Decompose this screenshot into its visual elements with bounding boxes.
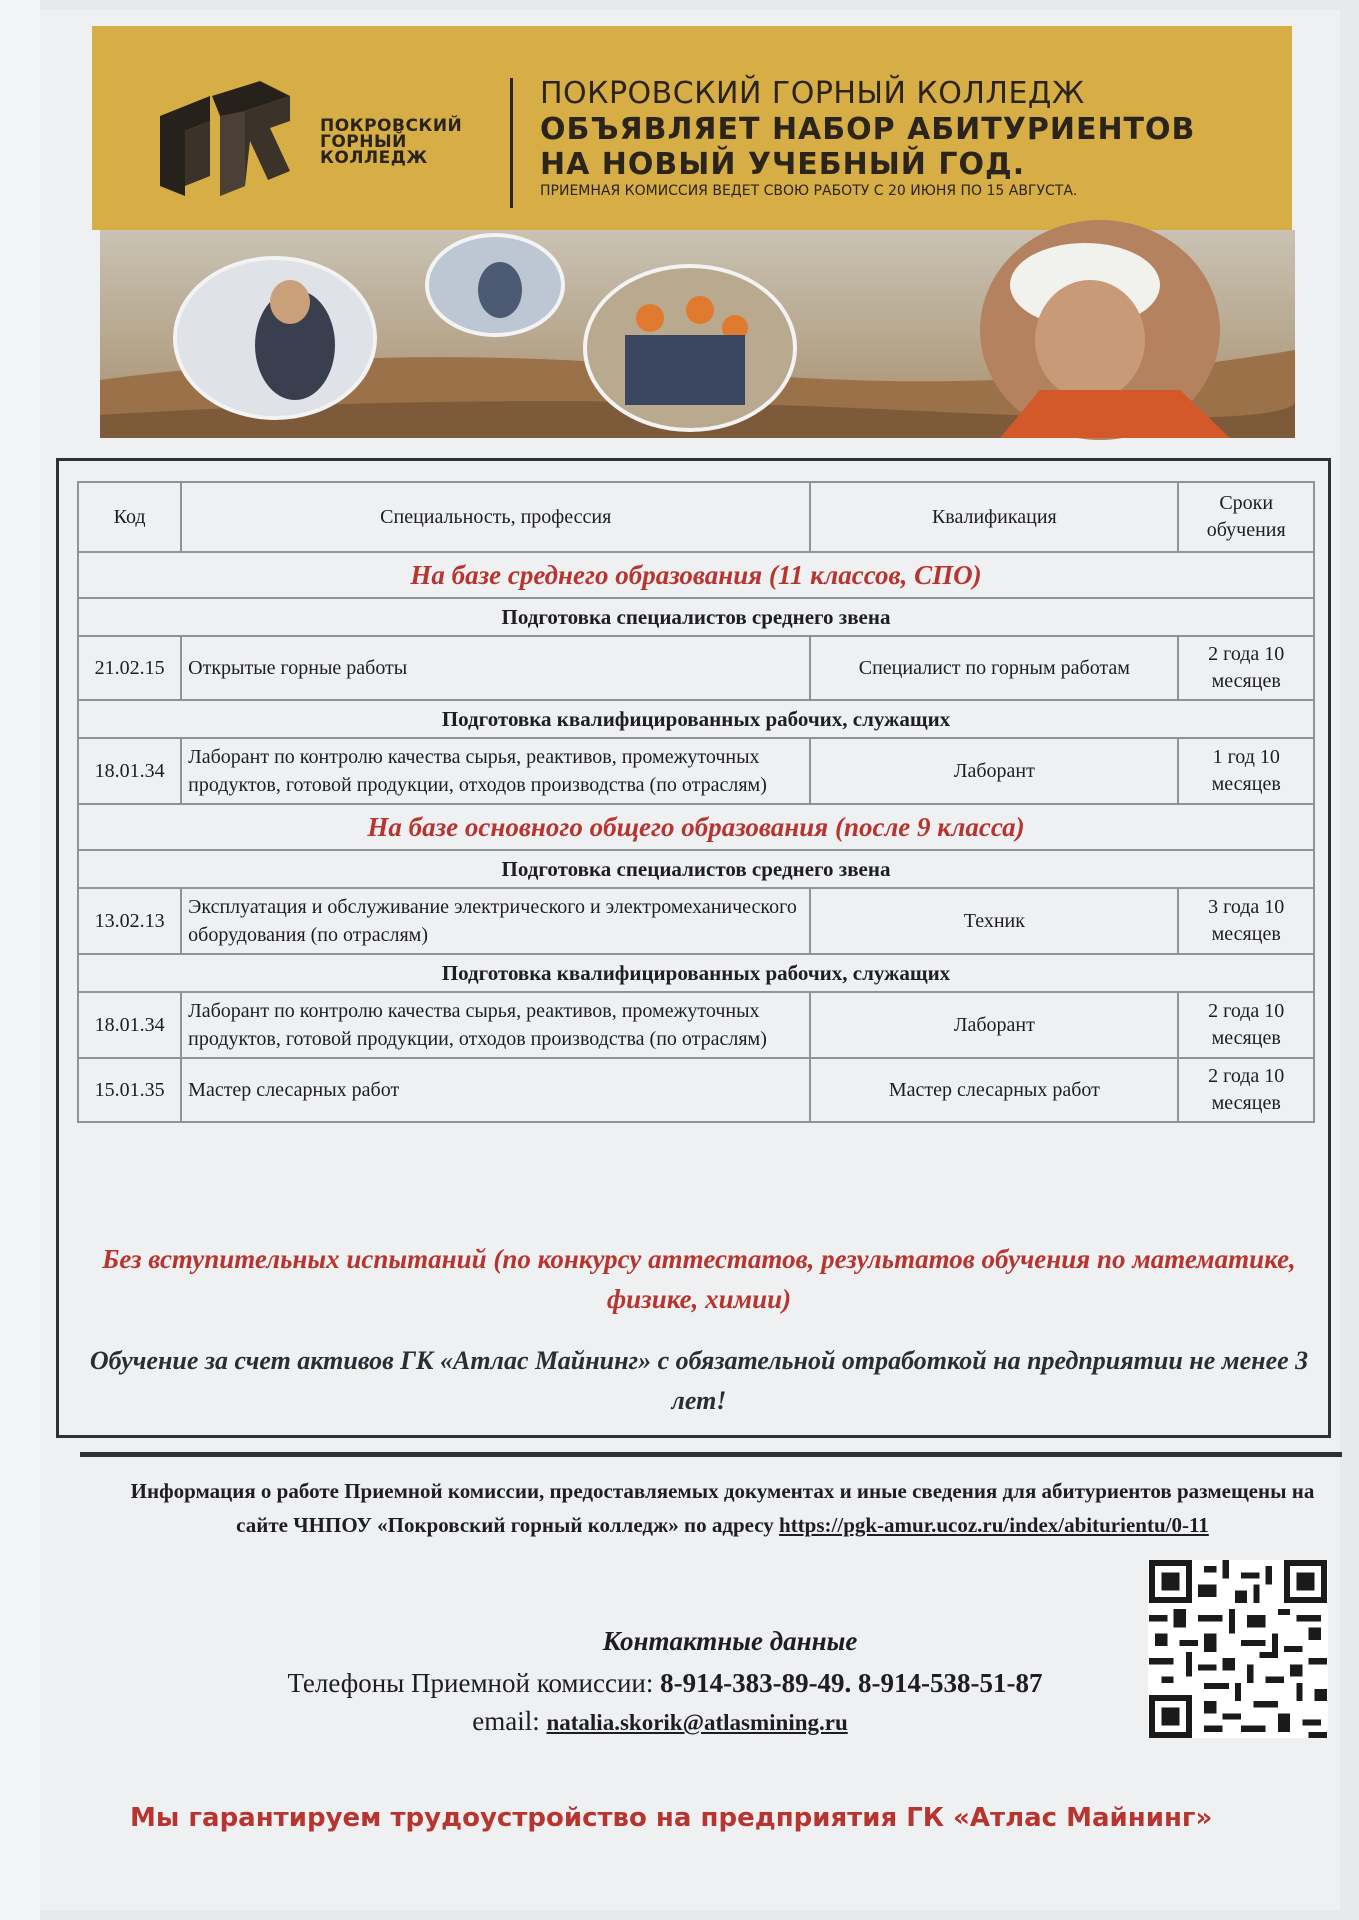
table-row [78,888,1314,954]
email-line [300,1706,1020,1737]
cut-off-footer-text [130,1797,1320,1833]
row-qualification: Специалист по горным работам [810,636,1178,700]
row-term: 2 года 10 месяцев [1178,1058,1314,1122]
table-row [78,992,1314,1058]
logo-line-1: ПОКРОВСКИЙ [320,116,463,136]
header-banner [92,26,1292,230]
admission-info [110,1474,1335,1542]
row-specialty: Открытые горные работы [181,636,810,700]
admission-website-link[interactable]: https://pgk-amur.ucoz.ru/index/abiturientu/0-11 [779,1513,1209,1537]
announcement [540,112,1280,182]
row-qualification: Лаборант [810,738,1178,804]
funding-note: Обучение за счет активов ГК «Атлас Майнинг» с обязательной отработкой на предприятии не менее 3 лет! [89,1346,1309,1415]
admission-dates: ПРИЕМНАЯ КОМИССИЯ ВЕДЕТ СВОЮ РАБОТУ С 20 ИЮНЯ ПО 15 АВГУСТА. [540,183,1078,199]
section-title-11-classes: На базе среднего образования (11 классов, СПО) [78,552,1314,598]
row-specialty: Эксплуатация и обслуживание электрического и электромеханического оборудования (по отраслям) [181,888,810,954]
group-title: Подготовка специалистов среднего звена [78,850,1314,888]
row-code: 13.02.13 [78,888,181,954]
info-text: Информация о работе Приемной комиссии, предоставляемых документах и иные сведения для абитуриентов размещены на сайте ЧНПОУ «Покровский горный колледж» по адресу [130,1479,1315,1537]
announcement-line-2: НА НОВЫЙ УЧЕБНЫЙ ГОД. [540,147,1026,182]
table-row [78,738,1314,804]
row-specialty: Лаборант по контролю качества сырья, реактивов, промежуточных продуктов, готовой продукции, отходов производства (по отраслям) [181,992,810,1058]
table-header-row [78,482,1314,552]
section-title-9-classes: На базе основного общего образования (после 9 класса) [78,804,1314,850]
programs-table [77,481,1315,1123]
phones-line [210,1668,1120,1699]
header-term: Сроки обучения [1178,482,1314,552]
row-term: 2 года 10 месяцев [1178,636,1314,700]
row-code: 21.02.15 [78,636,181,700]
row-qualification: Мастер слесарных работ [810,1058,1178,1122]
group-title: Подготовка квалифицированных рабочих, служащих [78,700,1314,738]
row-term: 1 год 10 месяцев [1178,738,1314,804]
email-link[interactable]: natalia.skorik@atlasmining.ru [546,1710,848,1735]
contacts-title: Контактные данные [602,1626,858,1656]
logo-line-2: ГОРНЫЙ [320,132,407,152]
section-divider [80,1452,1342,1457]
header-qualification: Квалификация [810,482,1178,552]
college-logo-icon [150,76,300,206]
logo-wordmark [320,118,500,166]
header-code: Код [78,482,181,552]
phone-numbers[interactable]: 8-914-383-89-49. 8-914-538-51-87 [660,1668,1043,1698]
header-specialty: Специальность, профессия [181,482,810,552]
row-code: 15.01.35 [78,1058,181,1122]
email-label: email: [472,1706,540,1736]
group-title: Подготовка специалистов среднего звена [78,598,1314,636]
table-row [78,636,1314,700]
table-row [78,1058,1314,1122]
row-term: 3 года 10 месяцев [1178,888,1314,954]
qr-code-icon [1148,1560,1328,1738]
programs-frame [56,458,1331,1438]
mining-photo-collage [100,230,1295,438]
row-qualification: Техник [810,888,1178,954]
footer-text: Мы гарантируем трудоустройство на предприятия ГК «Атлас Майнинг» [130,1803,1213,1833]
page-edge [0,0,40,1920]
row-code: 18.01.34 [78,992,181,1058]
college-name: ПОКРОВСКИЙ ГОРНЫЙ КОЛЛЕДЖ [540,76,1085,111]
logo-line-3: КОЛЛЕДЖ [320,148,428,168]
group-title: Подготовка квалифицированных рабочих, служащих [78,954,1314,992]
row-code: 18.01.34 [78,738,181,804]
row-specialty: Мастер слесарных работ [181,1058,810,1122]
phones-label: Телефоны Приемной комиссии: [287,1668,654,1698]
row-specialty: Лаборант по контролю качества сырья, реактивов, промежуточных продуктов, готовой продукции, отходов производства (по отраслям) [181,738,810,804]
banner-divider [510,78,513,208]
row-term: 2 года 10 месяцев [1178,992,1314,1058]
no-exams-note: Без вступительных испытаний (по конкурсу аттестатов, результатов обучения по математике, физике, химии) [102,1244,1296,1314]
announcement-line-1: ОБЪЯВЛЯЕТ НАБОР АБИТУРИЕНТОВ [540,112,1196,147]
row-qualification: Лаборант [810,992,1178,1058]
